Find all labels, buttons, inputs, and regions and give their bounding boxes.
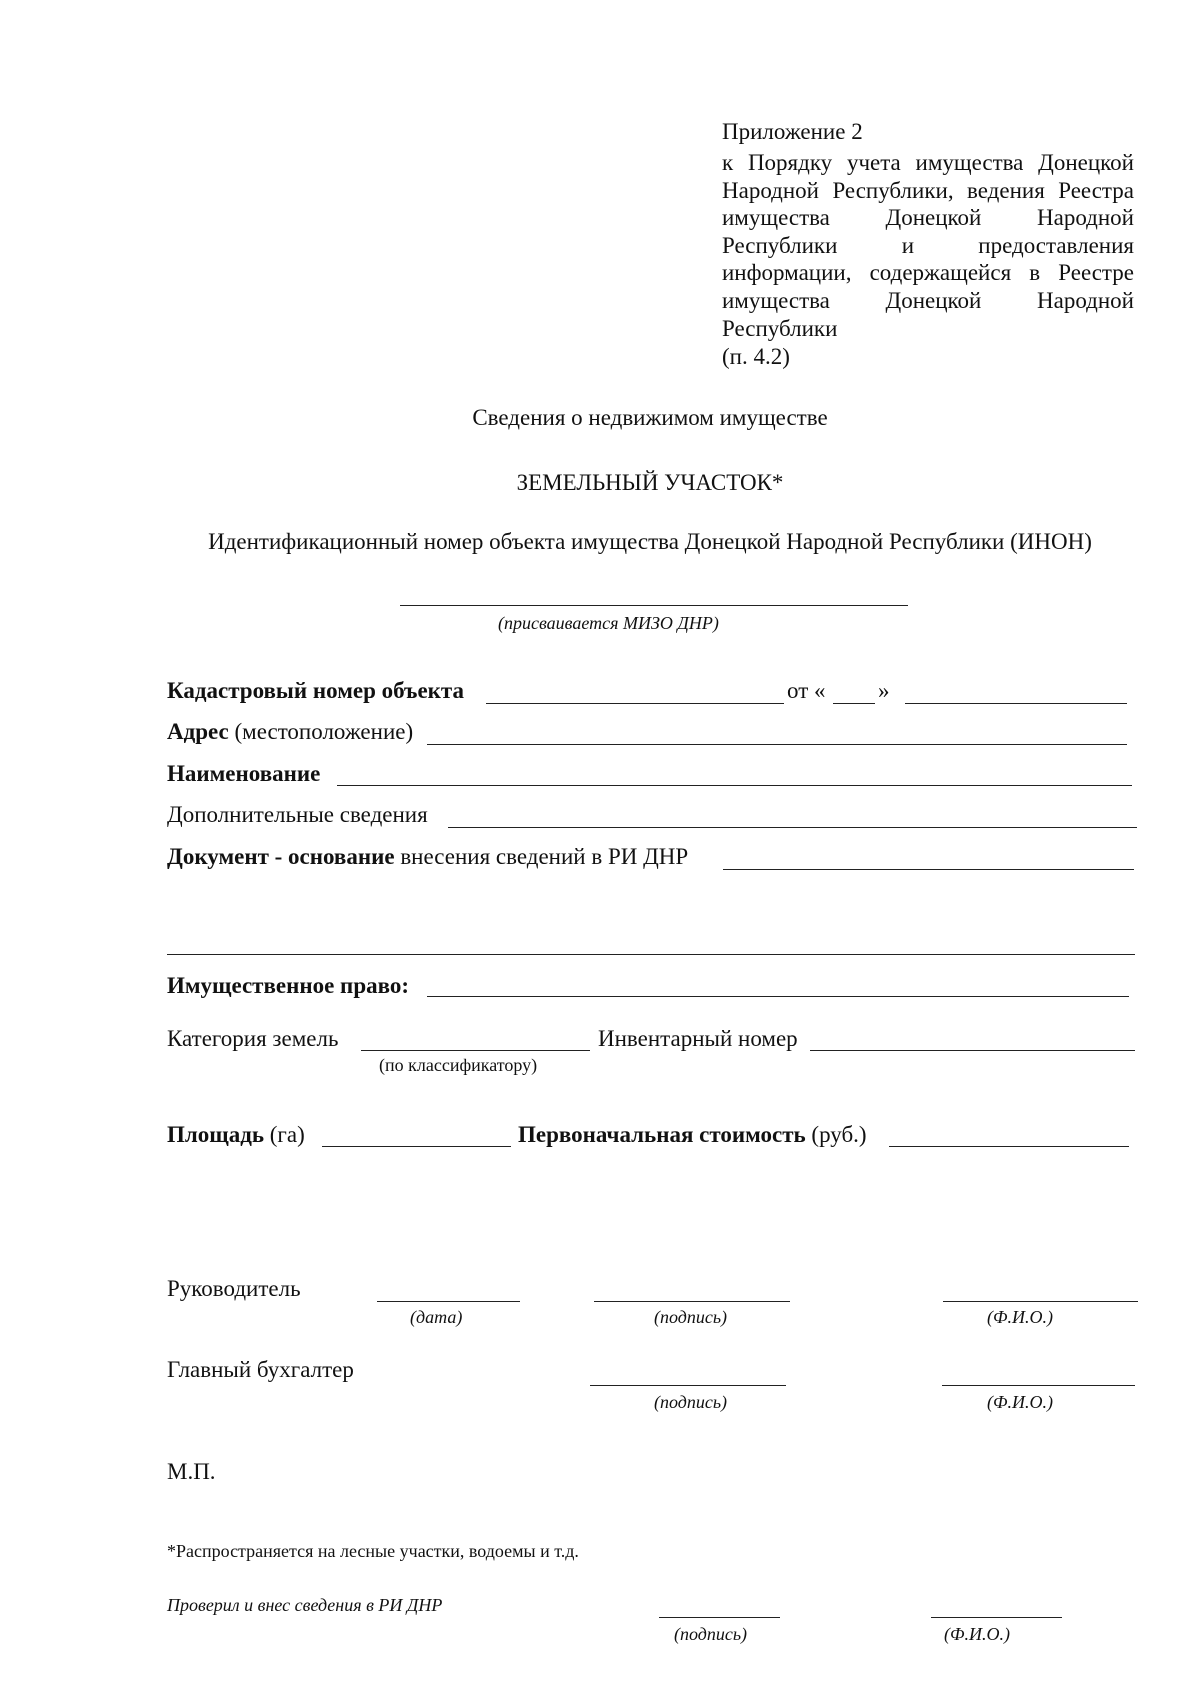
area-label-rest: (га) [269, 1122, 305, 1147]
document-basis-label-rest: внесения сведений в РИ ДНР [400, 844, 689, 869]
document-heading: Сведения о недвижимом имуществе [472, 405, 828, 430]
inon-input-line[interactable] [400, 605, 908, 606]
appendix-clause: (п. 4.2) [722, 344, 790, 369]
inon-note: (присваивается МИЗО ДНР) [498, 613, 719, 633]
appendix-word: Народной [1037, 287, 1134, 313]
checker-signature-line[interactable] [659, 1617, 780, 1618]
property-right-input-line[interactable] [427, 996, 1129, 997]
land-category-note: (по классификатору) [379, 1055, 538, 1075]
head-date-line[interactable] [377, 1301, 520, 1302]
initial-cost-label-bold: Первоначальная стоимость [518, 1122, 806, 1147]
appendix-word: Народной [722, 177, 819, 203]
appendix-word: учета [846, 150, 901, 175]
area-label-bold: Площадь [167, 1122, 265, 1147]
appendix-word: имущества [722, 287, 830, 313]
appendix-word: Донецкой [1038, 150, 1134, 175]
from-label: от « [787, 678, 826, 703]
appendix-line [722, 287, 1134, 315]
checker-fio-line[interactable] [931, 1617, 1062, 1618]
appendix-word: Донецкой [885, 205, 982, 231]
head-signature-line[interactable] [594, 1301, 790, 1302]
appendix-word: Реестре [1058, 260, 1134, 286]
land-category-input-line[interactable] [361, 1050, 590, 1051]
document-basis-input-line[interactable] [723, 869, 1134, 870]
address-label-bold: Адрес [167, 719, 229, 744]
appendix-line [722, 204, 1134, 232]
appendix-word: Республики [722, 232, 838, 258]
appendix-word: предоставления [978, 232, 1134, 258]
appendix-word: в [1029, 260, 1041, 286]
head-date-note: (дата) [410, 1307, 463, 1327]
head-label: Руководитель [167, 1276, 301, 1301]
appendix-word: имущества [722, 205, 830, 231]
property-right-label: Имущественное право: [167, 973, 410, 998]
checked-by-label: Проверил и внес сведения в РИ ДНР [167, 1595, 443, 1615]
appendix-word: и [901, 232, 914, 258]
name-input-line[interactable] [337, 785, 1132, 786]
appendix-word: ведения [967, 177, 1045, 203]
footnote: *Распространяется на лесные участки, водоемы и т.д. [167, 1541, 579, 1561]
area-label [167, 1121, 305, 1149]
accountant-signature-line[interactable] [590, 1385, 786, 1386]
appendix-title: Приложение 2 [722, 119, 863, 144]
document-basis-label-bold: Документ - основание [167, 844, 395, 869]
date-day-input-line[interactable] [833, 703, 875, 704]
address-input-line[interactable] [427, 744, 1127, 745]
appendix-last-line: Республики [722, 316, 838, 341]
area-input-line[interactable] [322, 1146, 511, 1147]
appendix-line [722, 232, 1134, 260]
inon-title: Идентификационный номер объекта имущества Донецкой Народной Республики (ИНОН) [208, 529, 1092, 554]
document-basis-label [167, 843, 688, 871]
appendix-word: содержащейся [869, 260, 1012, 286]
appendix-word: Народной [1037, 205, 1134, 231]
extra-info-label: Дополнительные сведения [167, 802, 428, 827]
appendix-line [722, 177, 1134, 205]
accountant-fio-note: (Ф.И.О.) [987, 1392, 1053, 1412]
document-basis-input-line-2[interactable] [167, 954, 1135, 955]
extra-info-input-line[interactable] [448, 827, 1137, 828]
document-subheading: ЗЕМЕЛЬНЫЙ УЧАСТОК* [516, 470, 784, 495]
inventory-number-label: Инвентарный номер [598, 1026, 798, 1051]
head-fio-note: (Ф.И.О.) [987, 1307, 1053, 1327]
checker-fio-note: (Ф.И.О.) [944, 1624, 1010, 1644]
address-label [167, 718, 413, 746]
appendix-word: Реестра [1058, 177, 1134, 203]
name-label: Наименование [167, 761, 321, 786]
address-label-rest: (местоположение) [234, 719, 414, 744]
accountant-fio-line[interactable] [942, 1385, 1135, 1386]
appendix-word: имущества [915, 150, 1024, 175]
appendix-word: информации, [722, 260, 852, 286]
initial-cost-input-line[interactable] [889, 1146, 1129, 1147]
inventory-number-input-line[interactable] [810, 1050, 1135, 1051]
land-category-label: Категория земель [167, 1026, 339, 1051]
seal-place: М.П. [167, 1459, 216, 1484]
appendix-line [722, 149, 1134, 177]
date-input-line[interactable] [905, 703, 1127, 704]
appendix-text [722, 149, 1134, 315]
appendix-word: Республики, [832, 177, 954, 203]
chief-accountant-label: Главный бухгалтер [167, 1357, 354, 1382]
head-signature-note: (подпись) [654, 1307, 728, 1327]
head-fio-line[interactable] [943, 1301, 1138, 1302]
cadastral-input-line[interactable] [486, 703, 784, 704]
accountant-signature-note: (подпись) [654, 1392, 728, 1412]
appendix-word: к [722, 150, 734, 175]
checker-signature-note: (подпись) [674, 1624, 748, 1644]
appendix-word: Порядку [747, 150, 833, 175]
initial-cost-label-rest: (руб.) [811, 1122, 867, 1147]
initial-cost-label [518, 1121, 867, 1149]
quote-close: » [878, 678, 890, 703]
appendix-word: Донецкой [885, 287, 982, 313]
appendix-line [722, 259, 1134, 287]
cadastral-label: Кадастровый номер объекта [167, 678, 465, 703]
